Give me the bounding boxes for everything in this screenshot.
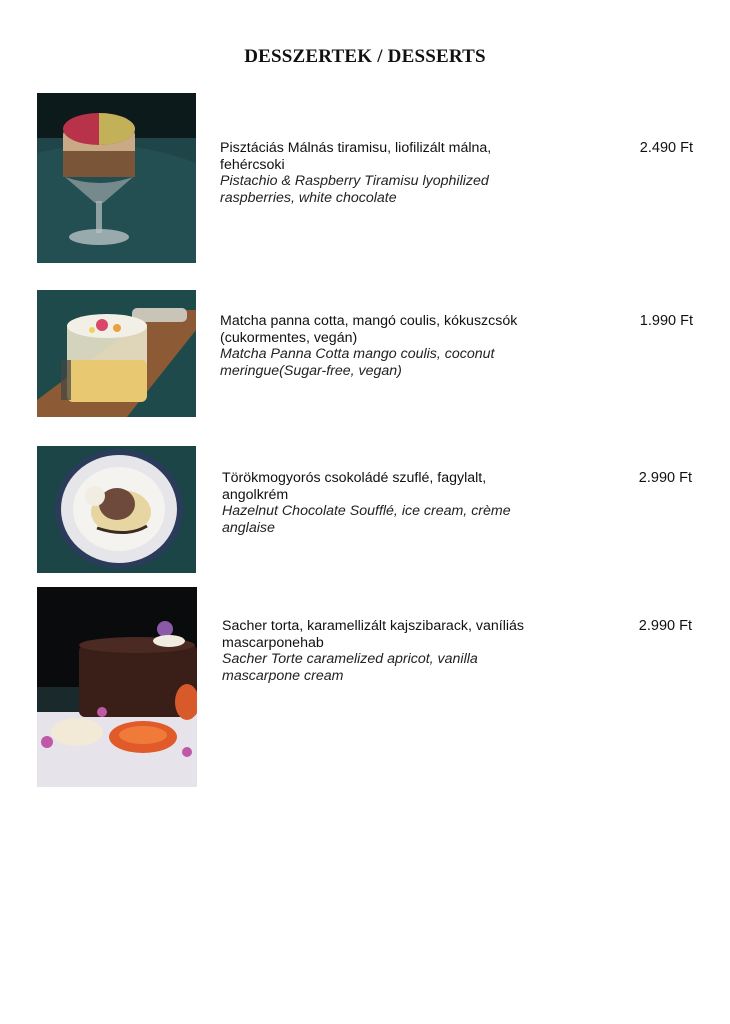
item-price: 2.990 Ft — [638, 618, 692, 634]
item-name-hu: Matcha panna cotta, mangó coulis, kókuszcsók (cukormentes, vegán) — [220, 313, 518, 346]
souffle-photo — [37, 446, 196, 573]
item-name-hu: Sacher torta, karamellizált kajszibarack, vaníliás mascarponehab — [222, 618, 524, 651]
item-price: 2.990 Ft — [638, 470, 692, 486]
item-name-hu: Pisztáciás Málnás tiramisu, liofilizált málna, fehércsoki — [220, 140, 492, 173]
menu-item-3 — [222, 470, 552, 536]
page-title: DESSZERTEK / DESSERTS — [244, 46, 486, 67]
sacher-torte-photo — [37, 587, 197, 787]
menu-item-1 — [220, 140, 550, 206]
item-name-en: Matcha Panna Cotta mango coulis, coconut meringue(Sugar-free, vegan) — [220, 346, 495, 379]
menu-item-2 — [220, 313, 590, 379]
item-name-en: Pistachio & Raspberry Tiramisu lyophilized raspberries, white chocolate — [220, 173, 489, 206]
item-name-hu: Törökmogyorós csokoládé szuflé, fagylalt, angolkrém — [222, 470, 487, 503]
tiramisu-photo — [37, 93, 196, 263]
item-price: 1.990 Ft — [639, 313, 693, 329]
menu-item-4 — [222, 618, 552, 684]
item-name-en: Sacher Torte caramelized apricot, vanilla mascarpone cream — [222, 651, 478, 684]
item-price: 2.490 Ft — [639, 140, 693, 156]
panna-cotta-photo — [37, 290, 196, 417]
item-name-en: Hazelnut Chocolate Soufflé, ice cream, crème anglaise — [222, 503, 511, 536]
